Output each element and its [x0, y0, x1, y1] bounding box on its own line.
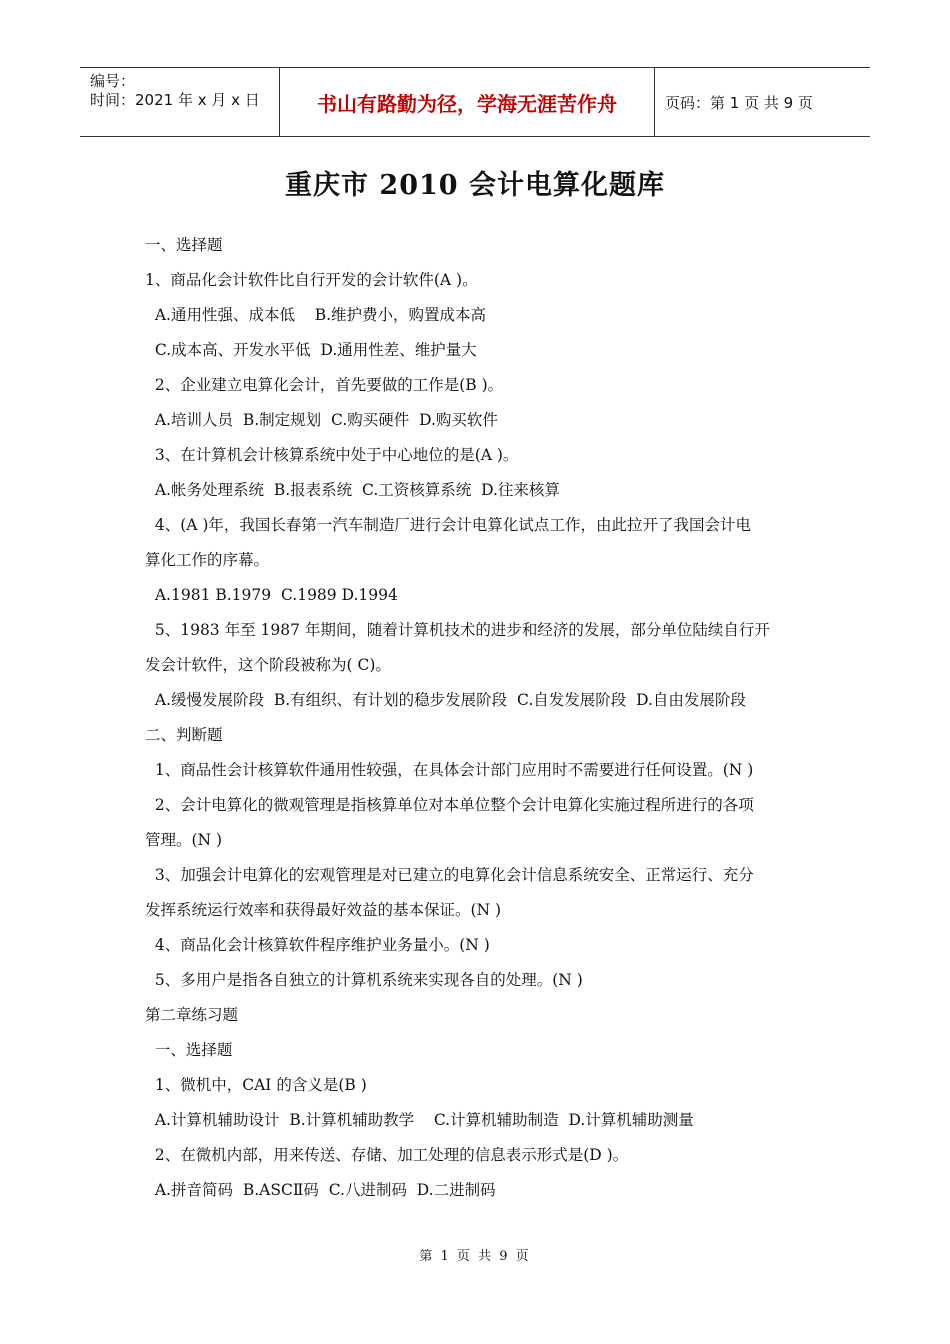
text-line: 发挥系统运行效率和获得最好效益的基本保证。(N ) [145, 901, 502, 919]
text-line: 3、加强会计电算化的宏观管理是对已建立的电算化会计信息系统安全、正常运行、充分 [145, 866, 754, 884]
text-line: C.成本高、开发水平低 D.通用性差、维护量大 [145, 341, 477, 359]
text-line: 5、1983 年至 1987 年期间，随着计算机技术的进步和经济的发展，部分单位陆续自行开 [145, 621, 770, 639]
text-line: A.拼音简码 B.ASCⅡ码 C.八进制码 D.二进制码 [145, 1181, 496, 1199]
header-motto: 书山有路勤为径，学海无涯苦作舟 [280, 68, 655, 136]
document-body [145, 228, 815, 1208]
page-footer: 第 1 页 共 9 页 [419, 1249, 531, 1264]
text-line: 发会计软件，这个阶段被称为( C)。 [145, 656, 391, 674]
page-header [80, 67, 870, 137]
document-title: 重庆市 2010 会计电算化题库 [285, 170, 665, 201]
text-line: 第二章练习题 [145, 1006, 239, 1024]
header-page-info: 页码：第 1 页 共 9 页 [665, 93, 813, 112]
text-line: A.计算机辅助设计 B.计算机辅助教学 C.计算机辅助制造 D.计算机辅助测量 [145, 1111, 694, 1129]
text-line: 3、在计算机会计核算系统中处于中心地位的是(A )。 [145, 446, 519, 464]
text-line: A.通用性强、成本低 B.维护费小，购置成本高 [145, 306, 487, 324]
text-line: 4、商品化会计核算软件程序维护业务量小。(N ) [145, 936, 490, 954]
text-line: 一、选择题 [145, 1041, 233, 1059]
text-line: 管理。(N ) [145, 831, 223, 849]
text-line: 4、(A )年，我国长春第一汽车制造厂进行会计电算化试点工作，由此拉开了我国会计电 [145, 516, 751, 534]
text-line: 5、多用户是指各自独立的计算机系统来实现各自的处理。(N ) [145, 971, 583, 989]
text-line: A.缓慢发展阶段 B.有组织、有计划的稳步发展阶段 C.自发发展阶段 D.自由发展阶段 [145, 691, 746, 709]
text-line: A.1981 B.1979 C.1989 D.1994 [145, 586, 398, 604]
text-line: 1、商品性会计核算软件通用性较强，在具体会计部门应用时不需要进行任何设置。(N ) [145, 761, 754, 779]
text-line: 一、选择题 [145, 236, 223, 254]
text-line: 算化工作的序幕。 [145, 551, 270, 569]
text-line: A.培训人员 B.制定规划 C.购买硬件 D.购买软件 [145, 411, 498, 429]
text-line: 1、微机中，CAI 的含义是(B ) [145, 1076, 367, 1094]
text-line: 二、判断题 [145, 726, 223, 744]
text-line: A.帐务处理系统 B.报表系统 C.工资核算系统 D.往来核算 [145, 481, 560, 499]
text-line: 1、商品化会计软件比自行开发的会计软件(A )。 [145, 271, 478, 289]
header-meta [80, 68, 280, 136]
text-line: 2、会计电算化的微观管理是指核算单位对本单位整个会计电算化实施过程所进行的各项 [145, 796, 754, 814]
time-label: 时间：2021 年 x 月 x 日 [90, 91, 260, 109]
code-label: 编号： [90, 72, 136, 90]
text-line: 2、在微机内部，用来传送、存储、加工处理的信息表示形式是(D )。 [145, 1146, 629, 1164]
text-line: 2、企业建立电算化会计，首先要做的工作是(B )。 [145, 376, 504, 394]
